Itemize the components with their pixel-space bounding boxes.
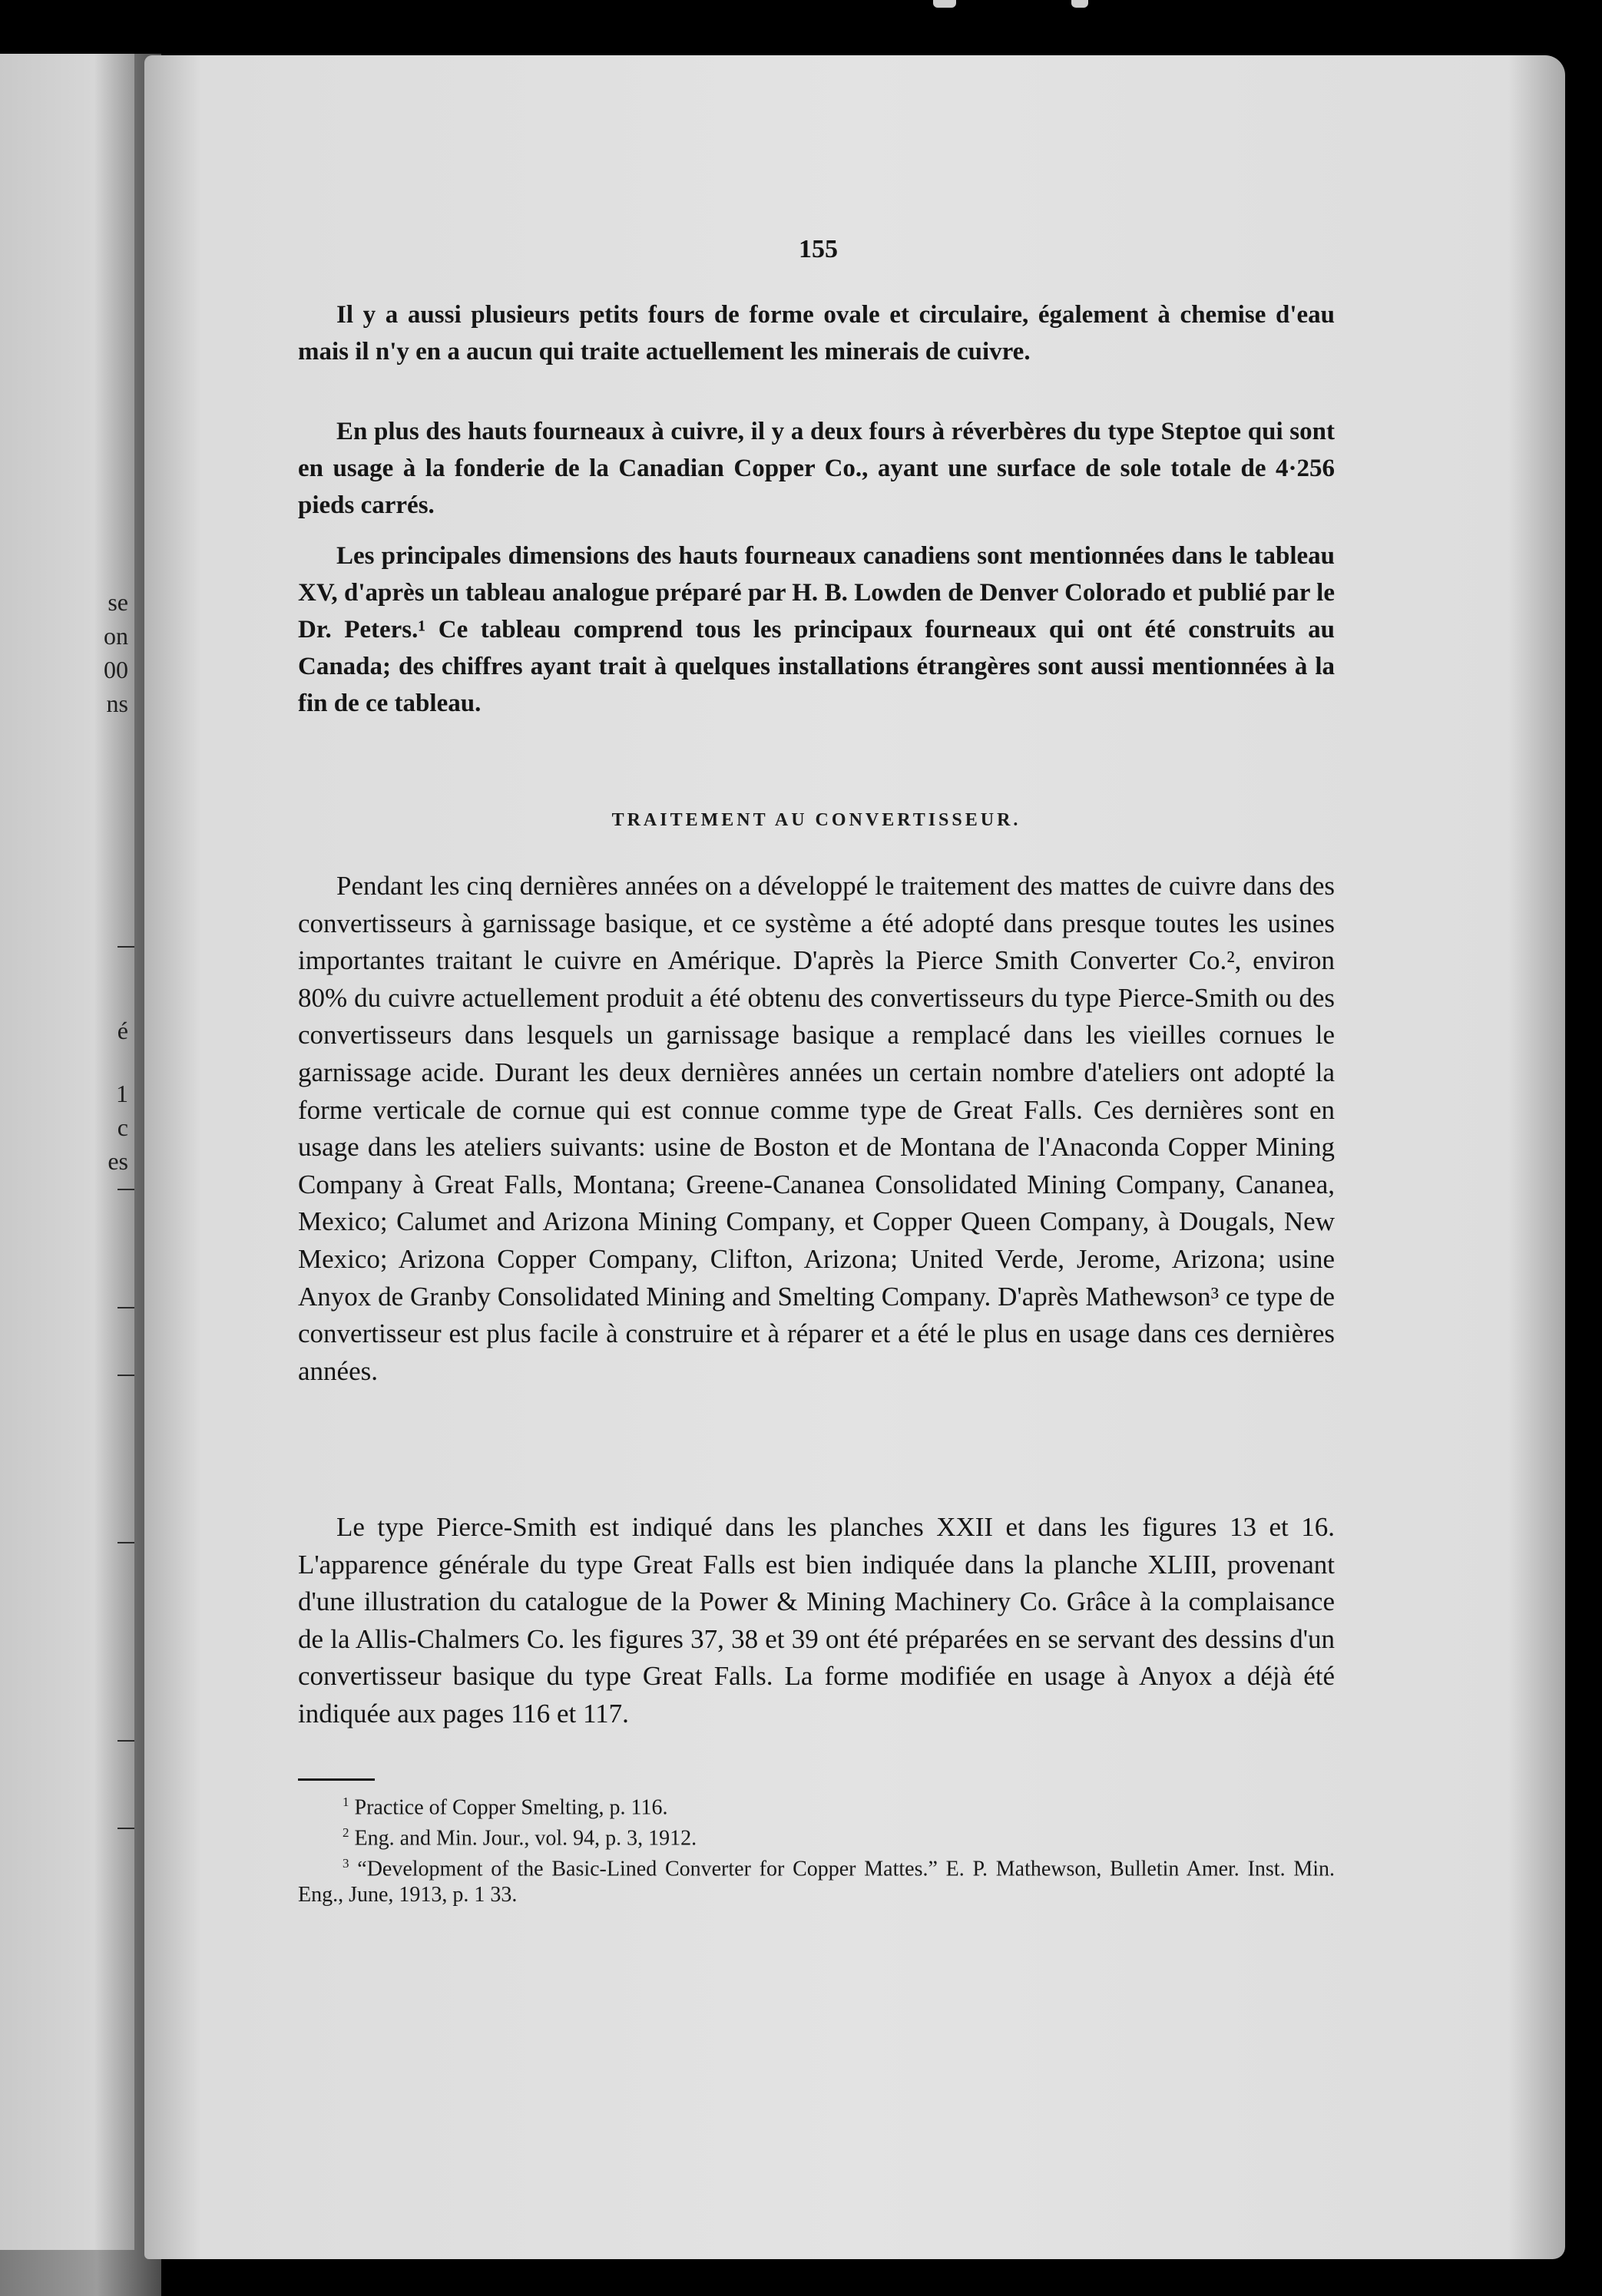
left-page-text-fragment: on [104,622,128,650]
footnote-mark: 2 [343,1825,349,1840]
paragraph: En plus des hauts fourneaux à cuivre, il y a deux fours à réverbères du type Steptoe qui sont en usage à la fonderie de la Canadian Copper Co., ayant une surface de sole totale de 4·256 pieds carrés. [298,418,1335,519]
left-page-text-fragment: 00 [104,656,128,683]
paragraph: Les principales dimensions des hauts fourneaux canadiens sont mentionnées dans le tableau XV, d'après un tableau analogue préparé par H. B. Lowden de Denver Colorado et publié par le Dr. Peters.¹ Ce tableau comprend tous les principaux fourneaux qui ont été construits au Canada; des chiffres ayant trait à quelques installations étrangères sont aussi mentionnées à la fin de ce tableau. [298,542,1335,717]
scan-edge-mark [933,0,956,8]
scan-edge-mark [1071,0,1088,8]
paragraph: Il y a aussi plusieurs petits fours de forme ovale et circulaire, également à chemise d'eau mais il n'y en a aucun qui traite actuellement les minerais de cuivre. [298,301,1335,366]
paragraph: Pendant les cinq dernières années on a développé le traitement des mattes de cuivre dans des convertisseurs à garnissage basique, et ce système a été adopté dans presque toutes les usines importantes traitant le cuivre en Amérique. D'après la Pierce Smith Converter Co.², environ 80% du cuivre actuellement produit a été obtenu des convertisseurs du type Pierce-Smith ou des convertisseurs dans lesquels un garnissage basique a remplacé dans les vieilles cornues le garnissage acide. Durant les deux dernières années un certain nombre d'ateliers ont adopté la forme verticale de cornue qui est connue comme type de Great Falls. Ces dernières sont en usage dans les ateliers suivants: usine de Boston et de Montana de l'Anaconda Copper Mining Company à Great Falls, Montana; Greene-Cananea Consolidated Mining Company, Cananea, Mexico; Calumet and Arizona Mining Company, et Copper Queen Company, à Dougals, New Mexico; Arizona Copper Company, Clifton, Arizona; United Verde, Jerome, Arizona; usine Anyox de Granby Consolidated Mining and Smelting Company. D'après Mathewson³ ce type de convertisseur est plus facile à construire et à réparer et a été le plus en usage dans ces dernières années. [298,871,1335,1386]
left-page-text-fragment: ns [106,690,128,717]
footnote-text: “Development of the Basic-Lined Converter for Copper Mattes.” E. P. Mathewson, Bulletin Amer. Inst. Min. Eng., June, 1913, p. 1 33. [298,1857,1336,1907]
left-page-text-fragment: c [117,1113,128,1141]
paragraph: Le type Pierce-Smith est indiqué dans les planches XXII et dans les figures 13 et 16. L'apparence générale du type Great Falls est bien indiquée dans la planche XLIII, provenant d'une illustration du catalogue de la Power & Mining Machinery Co. Grâce à la complaisance de la Allis-Chalmers Co. les figures 37, 38 et 39 ont été préparées en se servant des dessins d'un convertisseur basique du type Great Falls. La forme modifiée en usage à Anyox a déjà été indiquée aux pages 116 et 117. [298,1512,1335,1729]
left-page-edge [0,54,134,2250]
left-page-rule [118,1307,134,1308]
left-page-text-fragment: é [117,1017,128,1044]
footnote-text: Eng. and Min. Jour., vol. 94, p. 3, 1912. [354,1826,697,1851]
footnote-mark: 1 [343,1795,349,1809]
left-page-rule [118,946,134,948]
page-number: 155 [799,235,838,263]
left-page-text-fragment: 1 [116,1080,128,1107]
footnote [298,1820,1335,1851]
footnote-text: Practice of Copper Smelting, p. 116. [354,1795,668,1820]
left-page-rule [118,1828,134,1829]
left-page-text-fragment: se [108,588,128,616]
left-page-rule [118,1542,134,1543]
left-page-text-fragment: es [108,1147,128,1175]
left-page-rule [118,1375,134,1376]
left-page-rule [118,1189,134,1190]
left-page-rule [118,1740,134,1742]
footnote [298,1789,1335,1821]
footnote-separator [298,1778,375,1781]
footnote [298,1851,1335,1908]
footnote-mark: 3 [343,1856,349,1871]
section-heading: TRAITEMENT AU CONVERTISSEUR. [611,810,1021,830]
